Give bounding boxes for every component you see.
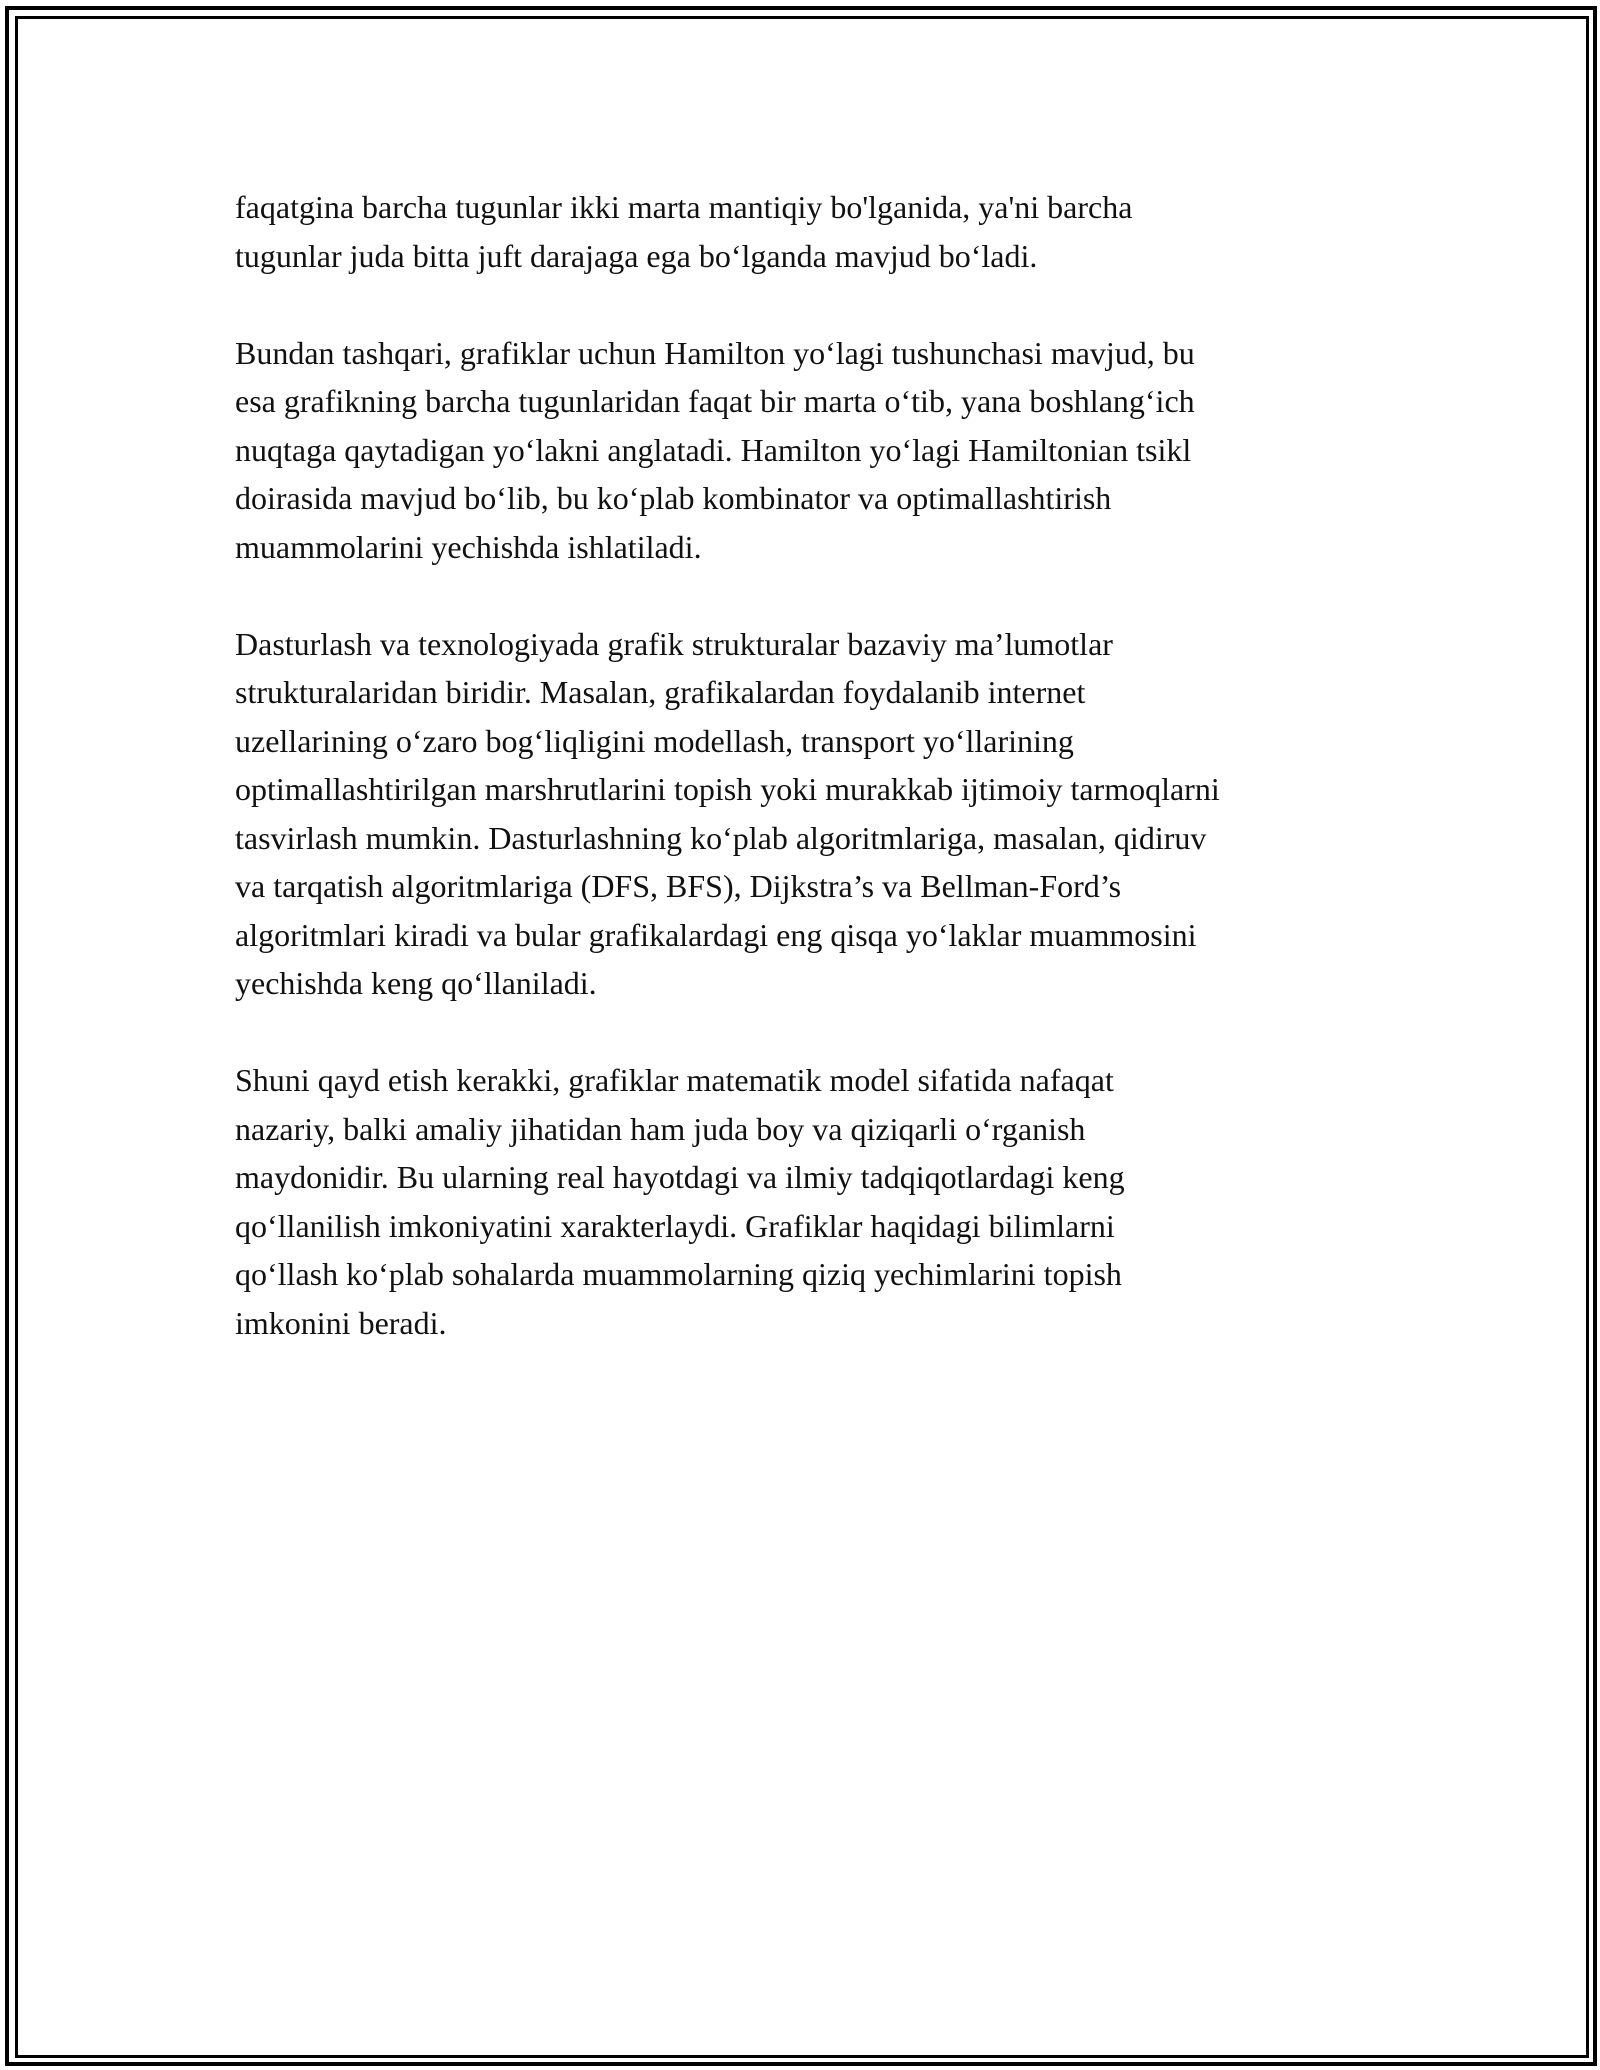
text-line: Bundan tashqari, grafiklar uchun Hamilton yo‘lagi tushunchasi mavjud, bu (235, 334, 1195, 371)
text-line: qo‘llanilish imkoniyatini xarakterlaydi. Grafiklar haqidagi bilimlarni (235, 1207, 1115, 1244)
text-line: strukturalaridan biridir. Masalan, grafikalardan foydalanib internet (235, 674, 1086, 710)
text-line: muammolarini yechishda ishlatiladi. (235, 528, 702, 565)
text-line: faqatgina barcha tugunlar ikki marta mantiqiy bo'lganida, ya'ni barcha (235, 189, 1133, 225)
text-line: Shuni qayd etish kerakki, grafiklar matematik model sifatida nafaqat (235, 1062, 1114, 1098)
document-body (235, 183, 1375, 1396)
text-line: maydonidir. Bu ularning real hayotdagi va ilmiy tadqiqotlardagi keng (235, 1159, 1125, 1195)
text-line: uzellarining o‘zaro bog‘liqligini modellash, transport yo‘llarining (235, 722, 1074, 759)
text-line: nazariy, balki amaliy jihatidan ham juda boy va qiziqarli o‘rganish (235, 1110, 1086, 1147)
text-line: nuqtaga qaytadigan yo‘lakni anglatadi. Hamilton yo‘lagi Hamiltonian tsikl (235, 431, 1192, 468)
text-line: esa grafikning barcha tugunlaridan faqat bir marta o‘tib, yana boshlang‘ich (235, 383, 1195, 419)
text-line: algoritmlari kiradi va bular grafikalardagi eng qisqa yo‘laklar muammosini (235, 916, 1197, 953)
text-line: Dasturlash va texnologiyada grafik strukturalar bazaviy ma’lumotlar (235, 625, 1113, 662)
text-line: tugunlar juda bitta juft darajaga ega bo‘lganda mavjud bo‘ladi. (235, 237, 1038, 274)
paragraph-2 (235, 329, 1375, 572)
paragraph-1 (235, 183, 1375, 280)
text-line: va tarqatish algoritmlariga (DFS, BFS), Dijkstra’s va Bellman-Ford’s (235, 868, 1122, 904)
text-line: yechishda keng qo‘llaniladi. (235, 965, 597, 1001)
text-line: tasvirlash mumkin. Dasturlashning ko‘plab algoritmlariga, masalan, qidiruv (235, 819, 1207, 856)
paragraph-4 (235, 1056, 1375, 1347)
paragraph-3 (235, 620, 1375, 1008)
text-line: doirasida mavjud bo‘lib, bu ko‘plab kombinator va optimallashtirish (235, 480, 1112, 516)
text-line: imkonini beradi. (235, 1304, 447, 1341)
text-line: optimallashtirilgan marshrutlarini topish yoki murakkab ijtimoiy tarmoqlarni (235, 771, 1220, 807)
text-line: qo‘llash ko‘plab sohalarda muammolarning qiziq yechimlarini topish (235, 1256, 1122, 1292)
